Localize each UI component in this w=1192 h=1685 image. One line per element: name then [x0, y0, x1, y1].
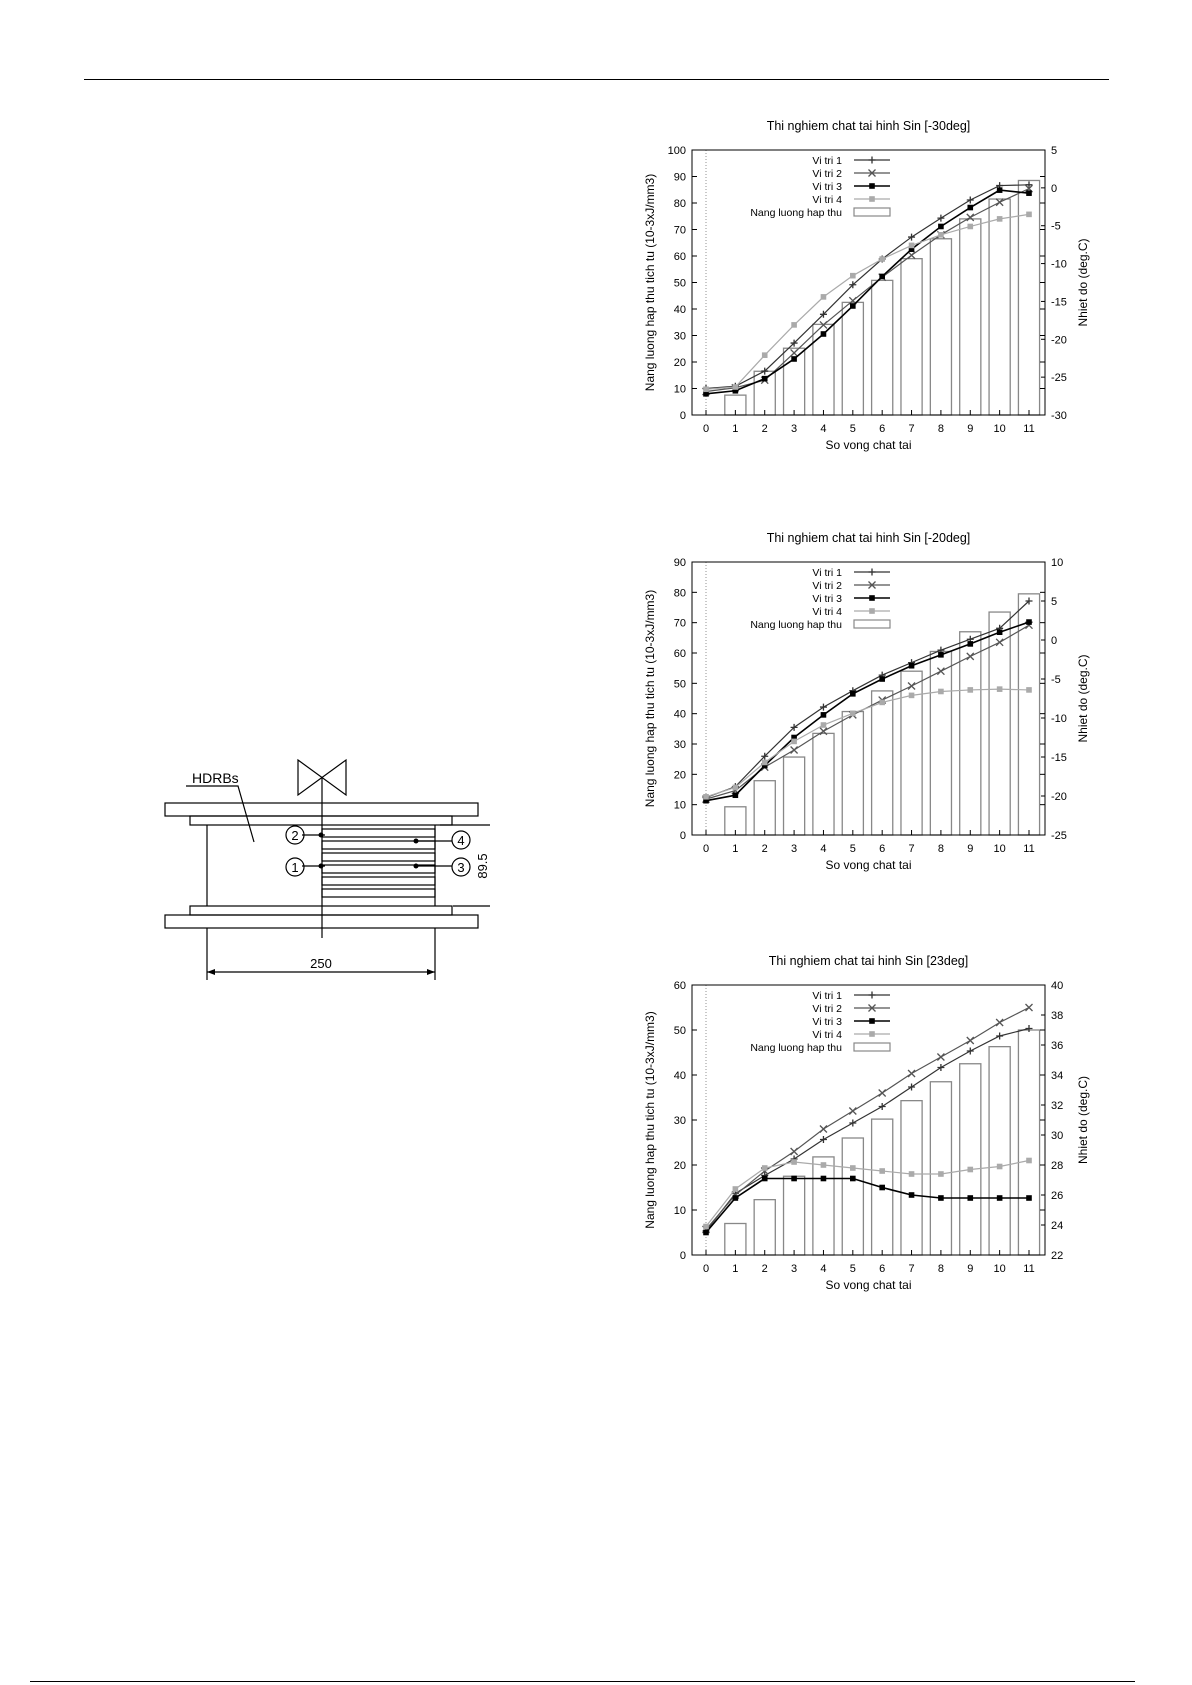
y2-axis-label: Nhiet do (deg.C)	[1076, 1075, 1090, 1165]
x-tick-label: 2	[761, 1263, 768, 1275]
series-point	[821, 331, 827, 337]
x-tick-label: 2	[761, 843, 768, 855]
series-point	[967, 1048, 974, 1055]
x-tick-label: 6	[879, 423, 886, 435]
x-tick-label: 5	[849, 423, 856, 435]
series-point	[1026, 1195, 1032, 1201]
bar	[872, 691, 893, 835]
series-3	[703, 1176, 1032, 1236]
series-point	[967, 214, 974, 221]
bar	[784, 1176, 805, 1255]
series-point	[850, 691, 856, 697]
bar	[960, 632, 981, 835]
legend-bar-swatch	[854, 1043, 890, 1051]
series-point	[850, 1176, 856, 1182]
x-tick-label: 3	[791, 843, 798, 855]
series-point	[879, 274, 885, 280]
y2-tick-label: -15	[1051, 752, 1067, 764]
marker-2-label: 2	[291, 828, 299, 843]
legend	[750, 567, 890, 631]
y-axis-label: Nang luong hap thu tich tu (10-3xJ/mm3)	[643, 1011, 657, 1229]
legend-label: Vi tri 4	[812, 1029, 842, 1041]
y2-tick-label: -15	[1051, 296, 1067, 309]
series-point	[996, 1019, 1003, 1026]
series-point	[879, 1090, 886, 1097]
bar	[930, 239, 951, 415]
series-point	[791, 1148, 798, 1155]
series-point	[703, 386, 709, 392]
y2-tick-label: 26	[1051, 1190, 1064, 1202]
y2-tick-label: 5	[1051, 596, 1058, 608]
series-point	[938, 1195, 944, 1201]
x-tick-label: 9	[967, 1263, 974, 1275]
legend-marker	[869, 1031, 875, 1037]
series-point	[997, 686, 1003, 692]
series-point	[938, 1171, 944, 1177]
marker-1-label: 1	[291, 860, 299, 875]
chart-2-panel	[600, 522, 1120, 910]
series-point	[791, 349, 798, 356]
legend-label: Nang luong hap thu	[750, 207, 842, 219]
series-point	[997, 1195, 1003, 1201]
bar	[930, 1082, 951, 1255]
series-point	[938, 232, 944, 238]
series-point	[733, 785, 739, 791]
chart-3-panel	[600, 945, 1120, 1330]
series-point	[821, 712, 827, 718]
y-tick-label: 50	[673, 277, 686, 290]
series-point	[967, 205, 973, 211]
y2-tick-label: 32	[1051, 1100, 1064, 1112]
legend-label: Vi tri 2	[812, 1003, 842, 1015]
legend	[750, 155, 890, 219]
y-tick-label: 20	[673, 357, 686, 369]
series-point	[879, 1103, 886, 1110]
series-point	[1026, 1025, 1033, 1032]
x-axis-label: So vong chat tai	[825, 1278, 912, 1292]
chart-title: Thi nghiem chat tai hinh Sin [23deg]	[768, 954, 969, 968]
bar	[960, 1064, 981, 1255]
x-tick-label: 0	[702, 423, 710, 435]
y2-tick-label: -20	[1051, 334, 1067, 347]
y2-axis-label: Nhiet do (deg.C)	[1076, 654, 1090, 743]
legend-marker	[869, 595, 875, 601]
y-tick-label: 70	[673, 617, 686, 630]
legend-label: Vi tri 4	[812, 194, 842, 206]
series-point	[967, 1037, 974, 1044]
series-point	[938, 224, 944, 230]
series-point	[703, 1230, 709, 1236]
y2-tick-label: -10	[1051, 713, 1067, 725]
series-point	[909, 243, 915, 249]
y2-tick-label: -5	[1051, 220, 1061, 233]
series-point	[791, 1159, 797, 1165]
x-tick-label: 8	[937, 423, 944, 435]
legend-label: Vi tri 1	[812, 990, 842, 1002]
series-1	[703, 1025, 1033, 1235]
series-4	[703, 686, 1032, 799]
plot-frame	[692, 985, 1045, 1255]
footer-rule	[30, 1681, 1135, 1682]
series-point	[733, 792, 739, 798]
legend-label: Vi tri 1	[812, 567, 842, 579]
series-point	[1026, 181, 1033, 188]
x-tick-label: 3	[791, 1263, 798, 1275]
x-tick-label: 4	[820, 843, 827, 855]
y2-tick-label: 38	[1051, 1010, 1064, 1022]
y-tick-label: 30	[673, 739, 686, 751]
y2-tick-label: 0	[1051, 635, 1058, 647]
chart-title: Thi nghiem chat tai hinh Sin [-20deg]	[766, 531, 971, 545]
y2-tick-label: -25	[1051, 372, 1067, 385]
series-point	[908, 1070, 915, 1077]
series-2	[703, 622, 1033, 803]
x-tick-label: 7	[908, 1263, 915, 1275]
series-point	[937, 1054, 944, 1061]
x-tick-label: 9	[967, 423, 974, 435]
y-tick-label: 70	[673, 224, 686, 237]
series-point	[733, 384, 739, 390]
series-point	[820, 1126, 827, 1133]
y2-axis-label: Nhiet do (deg.C)	[1076, 238, 1090, 327]
x-tick-label: 7	[908, 423, 915, 435]
series-point	[850, 273, 856, 279]
series-point	[996, 1033, 1003, 1040]
series-point	[791, 322, 797, 328]
x-tick-label: 8	[937, 1263, 944, 1275]
series-point	[908, 252, 915, 259]
series-point	[849, 1108, 856, 1115]
y-tick-label: 100	[667, 145, 686, 157]
series-point	[703, 1224, 709, 1230]
bar-series	[725, 1030, 1040, 1255]
series-point	[821, 294, 827, 300]
y-tick-label: 30	[673, 330, 686, 343]
series-point	[967, 653, 974, 660]
series-point	[909, 1192, 915, 1198]
x-tick-label: 3	[791, 423, 798, 435]
bar	[813, 1157, 834, 1255]
x-tick-label: 4	[820, 423, 827, 435]
series-4	[703, 212, 1032, 393]
bottom-end-plate	[190, 906, 452, 915]
chart-1-panel	[600, 110, 1120, 490]
series-point	[909, 663, 915, 669]
chart-3	[600, 945, 1120, 1330]
x-tick-label: 10	[993, 1263, 1006, 1275]
series-point	[908, 683, 915, 690]
bar	[989, 199, 1010, 415]
y2-tick-label: 0	[1051, 182, 1058, 195]
y2-tick-label: 30	[1051, 1130, 1064, 1142]
chart-title: Thi nghiem chat tai hinh Sin [-30deg]	[766, 119, 971, 133]
series-point	[791, 1176, 797, 1182]
series-point	[849, 1120, 856, 1127]
height-dimension-label: 89.5	[475, 853, 490, 879]
series-point	[850, 303, 856, 309]
width-dimension-label: 250	[310, 956, 332, 971]
legend-label: Vi tri 1	[812, 155, 842, 167]
y-tick-label: 50	[673, 1025, 686, 1037]
series-point	[762, 1176, 768, 1182]
x-tick-label: 1	[732, 1263, 739, 1275]
y2-tick-label: -5	[1051, 674, 1061, 686]
series-point	[938, 689, 944, 695]
bar	[784, 757, 805, 835]
series-point	[762, 352, 768, 358]
y-axis-label: Nang luong hap thu tich tu (10-3xJ/mm3)	[643, 173, 657, 392]
series-point	[762, 1165, 768, 1171]
series-point	[879, 700, 885, 706]
hdrbs-label: HDRBs	[192, 770, 239, 786]
chart-2	[600, 522, 1120, 910]
series-point	[997, 1164, 1003, 1170]
bar	[842, 302, 863, 415]
rubber-layers	[322, 829, 435, 897]
x-tick-label: 10	[993, 843, 1006, 855]
legend-label: Vi tri 2	[812, 580, 842, 592]
series-point	[997, 629, 1003, 635]
series-point	[938, 652, 944, 658]
y2-tick-label: 10	[1051, 557, 1064, 569]
legend-label: Vi tri 3	[812, 1016, 842, 1028]
series-point	[967, 224, 973, 230]
bar	[813, 733, 834, 835]
series-3	[703, 619, 1032, 803]
legend-marker	[869, 157, 876, 164]
y-tick-label: 50	[673, 678, 686, 691]
hdrbs-leader	[186, 786, 254, 842]
y2-tick-label: 34	[1051, 1070, 1064, 1082]
series-point	[967, 196, 974, 203]
y-tick-label: 80	[673, 198, 686, 210]
legend	[750, 990, 890, 1054]
series-point	[996, 199, 1003, 206]
legend-marker	[869, 569, 876, 576]
series-point	[850, 711, 856, 717]
y-tick-label: 30	[673, 1115, 686, 1127]
x-tick-label: 0	[702, 1263, 710, 1275]
series-point	[937, 1064, 944, 1071]
y-tick-label: 80	[673, 587, 686, 600]
series-point	[733, 1186, 739, 1192]
y-tick-label: 40	[673, 304, 686, 316]
legend-label: Vi tri 3	[812, 593, 842, 605]
y2-tick-label: -30	[1051, 410, 1067, 422]
y-tick-label: 0	[679, 410, 686, 422]
series-point	[879, 256, 885, 262]
top-end-plate	[190, 816, 452, 825]
bar	[901, 1101, 922, 1255]
bar	[989, 1047, 1010, 1255]
y-tick-label: 20	[673, 769, 686, 782]
y2-tick-label: 28	[1051, 1160, 1064, 1172]
series-point	[909, 1171, 915, 1177]
series-point	[703, 794, 709, 800]
legend-bar-swatch	[854, 620, 890, 628]
series-point	[733, 1195, 739, 1201]
series-point	[908, 1084, 915, 1091]
series-point	[821, 722, 827, 728]
x-tick-label: 0	[702, 843, 710, 855]
bar	[754, 781, 775, 835]
y-tick-label: 0	[679, 1250, 686, 1262]
series-point	[791, 746, 798, 753]
y-tick-label: 10	[673, 383, 686, 396]
series-point	[1026, 190, 1032, 196]
y2-tick-label: -10	[1051, 258, 1067, 271]
y-tick-label: 90	[673, 557, 686, 569]
series-point	[967, 687, 973, 693]
series-4	[703, 1158, 1032, 1230]
bearing-diagram-svg	[150, 750, 490, 995]
series-point	[879, 1185, 885, 1191]
y-tick-label: 60	[673, 980, 686, 992]
x-axis-label: So vong chat tai	[825, 438, 912, 452]
series-point	[909, 693, 915, 699]
y-tick-label: 60	[673, 648, 686, 660]
series-point	[996, 639, 1003, 646]
y-tick-label: 0	[679, 830, 686, 842]
series-point	[820, 1136, 827, 1143]
y2-tick-label: 36	[1051, 1040, 1064, 1052]
series-point	[937, 215, 944, 222]
header-rule	[84, 79, 1109, 80]
y-tick-label: 60	[673, 251, 686, 263]
x-tick-label: 10	[993, 423, 1006, 435]
legend-label: Nang luong hap thu	[750, 1042, 842, 1054]
series-point	[1026, 1004, 1033, 1011]
x-tick-label: 4	[820, 1263, 827, 1275]
series-point	[762, 760, 768, 766]
y2-tick-label: -25	[1051, 830, 1067, 842]
y-tick-label: 10	[673, 799, 686, 812]
series-point	[762, 376, 768, 382]
x-axis-label: So vong chat tai	[825, 858, 912, 872]
x-tick-label: 6	[879, 1263, 886, 1275]
y-axis-label: Nang luong hap thu tich tu (10-3xJ/mm3)	[643, 589, 657, 808]
bar	[1018, 1030, 1039, 1255]
legend-label: Vi tri 3	[812, 181, 842, 193]
legend-marker	[869, 608, 875, 614]
x-tick-label: 5	[849, 1263, 856, 1275]
series-point	[821, 1162, 827, 1168]
chart-1	[600, 110, 1120, 490]
bar	[842, 1138, 863, 1255]
x-tick-label: 11	[1023, 843, 1035, 855]
y-tick-label: 40	[673, 708, 686, 721]
bar	[872, 280, 893, 415]
bar	[960, 219, 981, 415]
series-point	[791, 739, 797, 745]
x-tick-label: 6	[879, 843, 886, 855]
bar	[813, 324, 834, 415]
series-point	[1026, 212, 1032, 218]
series-point	[967, 641, 973, 647]
series-point	[1026, 619, 1032, 625]
y2-tick-label: 40	[1051, 980, 1064, 992]
marker-3-label: 3	[457, 860, 465, 875]
x-tick-label: 7	[908, 843, 915, 855]
x-tick-label: 9	[967, 843, 974, 855]
x-tick-label: 8	[937, 843, 944, 855]
y-tick-label: 40	[673, 1070, 686, 1082]
series-point	[1026, 687, 1032, 693]
series-point	[997, 187, 1003, 193]
y-tick-label: 20	[673, 1160, 686, 1172]
x-tick-label: 2	[761, 423, 768, 435]
series-point	[791, 356, 797, 362]
legend-marker	[869, 196, 875, 202]
series-point	[937, 668, 944, 675]
legend-marker	[869, 1018, 875, 1024]
y2-tick-label: 24	[1051, 1220, 1064, 1232]
series-point	[967, 1195, 973, 1201]
legend-marker	[869, 183, 875, 189]
legend-label: Vi tri 4	[812, 606, 842, 618]
bar	[930, 651, 951, 835]
legend-bar-swatch	[854, 208, 890, 216]
marker-4-label: 4	[457, 833, 465, 848]
bar	[842, 712, 863, 835]
series-point	[997, 216, 1003, 222]
y2-tick-label: 22	[1051, 1250, 1064, 1262]
series-point	[821, 1176, 827, 1182]
series-point	[1026, 1158, 1032, 1164]
y-tick-label: 10	[673, 1205, 686, 1217]
legend-label: Nang luong hap thu	[750, 619, 842, 631]
plot-frame	[692, 562, 1045, 835]
series-point	[850, 1165, 856, 1171]
x-tick-label: 5	[849, 843, 856, 855]
bar	[754, 1200, 775, 1255]
x-tick-label: 1	[732, 843, 739, 855]
bar	[901, 259, 922, 415]
bearing-diagram	[150, 750, 490, 995]
y2-tick-label: 5	[1051, 145, 1058, 157]
x-tick-label: 11	[1023, 423, 1035, 435]
series-point	[820, 704, 827, 711]
series-point	[967, 1167, 973, 1173]
y2-tick-label: -20	[1051, 791, 1067, 803]
y-tick-label: 90	[673, 171, 686, 184]
legend-marker	[869, 992, 876, 999]
legend-label: Vi tri 2	[812, 168, 842, 180]
series-point	[879, 676, 885, 682]
series-point	[879, 1168, 885, 1174]
x-tick-label: 11	[1023, 1263, 1035, 1275]
x-tick-label: 1	[732, 423, 739, 435]
